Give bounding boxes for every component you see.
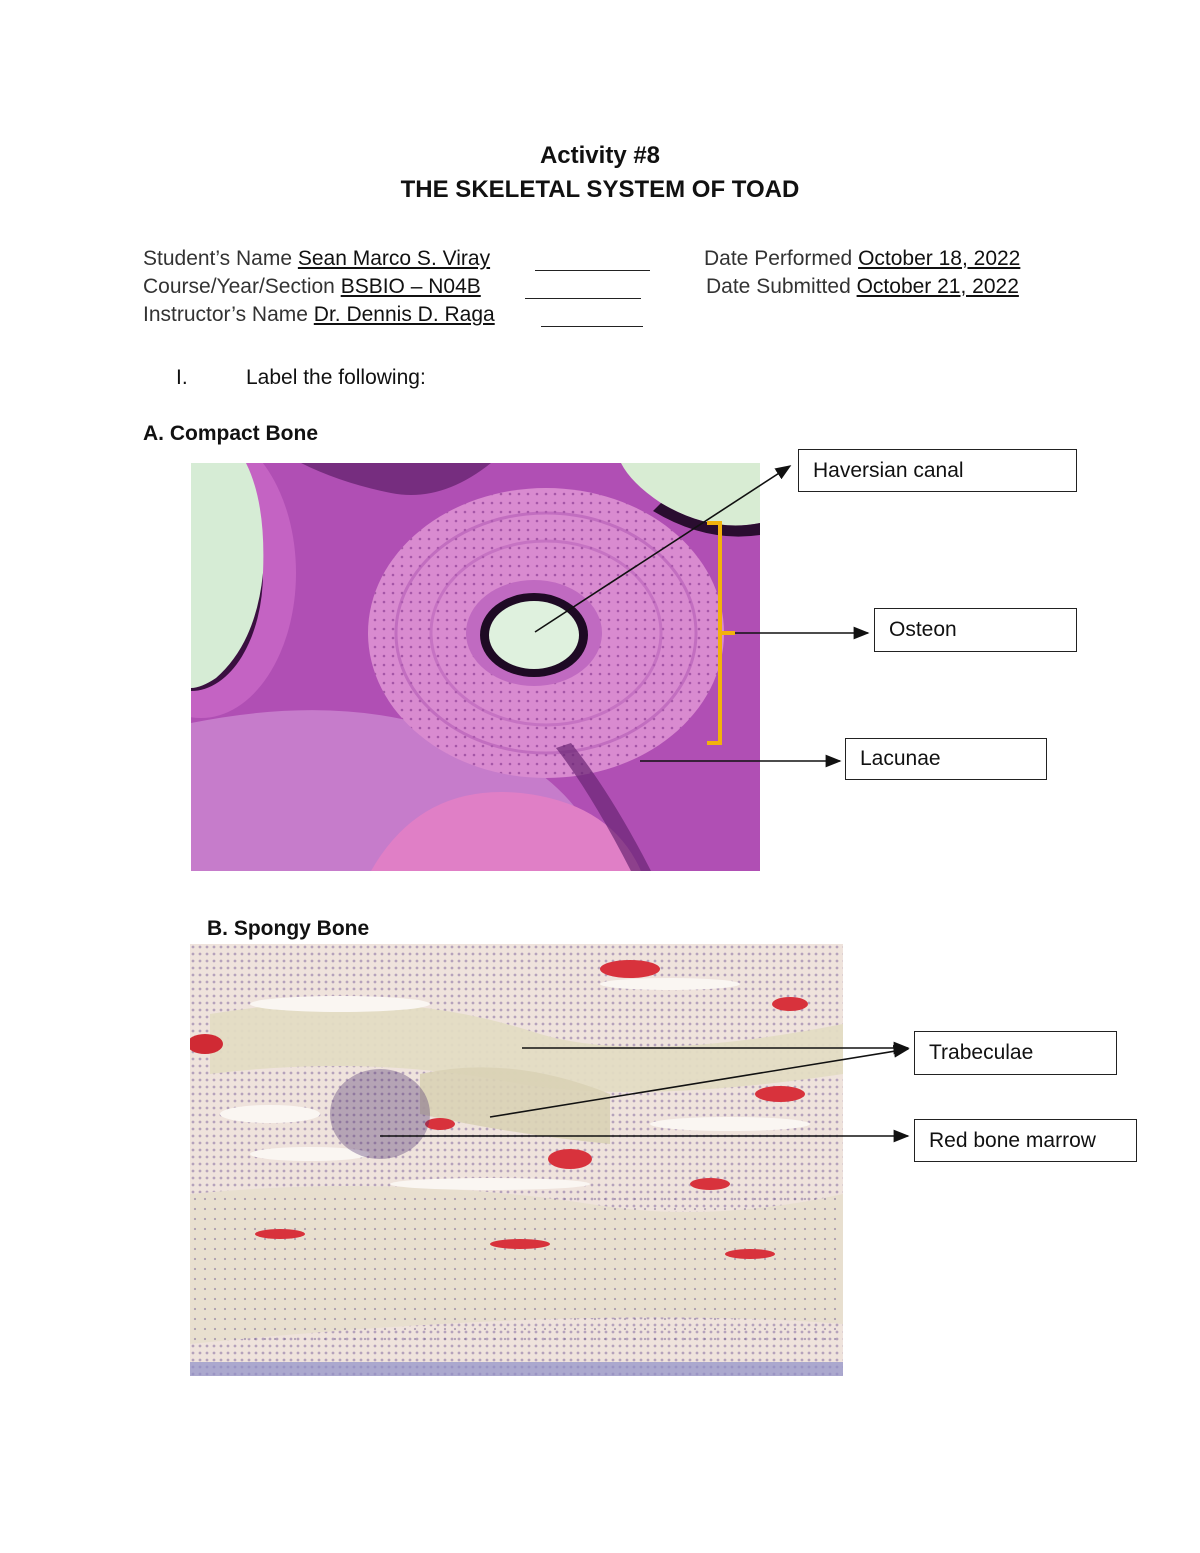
course-value: BSBIO – N04B xyxy=(340,275,481,298)
compact-bone-heading: A. Compact Bone xyxy=(143,422,319,445)
label-lacunae: Lacunae xyxy=(845,738,1047,780)
date-performed-value: October 18, 2022 xyxy=(858,247,1021,270)
label-red-bone-marrow: Red bone marrow xyxy=(914,1119,1137,1162)
student-name-label: Student’s Name xyxy=(143,247,293,270)
trabeculae-pointer-2 xyxy=(490,1049,908,1117)
date-performed-label: Date Performed xyxy=(704,247,853,270)
date-submitted-value: October 21, 2022 xyxy=(856,275,1019,298)
label-osteon: Osteon xyxy=(874,608,1077,652)
section-numeral: I. xyxy=(176,366,188,389)
haversian-pointer xyxy=(535,466,790,632)
document-title: THE SKELETAL SYSTEM OF TOAD xyxy=(400,176,800,203)
student-name-value: Sean Marco S. Viray xyxy=(297,247,491,270)
label-haversian-canal: Haversian canal xyxy=(798,449,1077,492)
spongy-bone-heading: B. Spongy Bone xyxy=(207,917,370,940)
instructor-label: Instructor’s Name xyxy=(143,303,308,326)
course-label: Course/Year/Section xyxy=(143,275,335,298)
date-submitted-label: Date Submitted xyxy=(706,275,851,298)
activity-number: Activity #8 xyxy=(539,142,661,169)
section-instruction-text: Label the following: xyxy=(246,366,426,389)
osteon-bracket xyxy=(707,523,720,743)
instructor-value: Dr. Dennis D. Raga xyxy=(313,303,495,326)
label-trabeculae: Trabeculae xyxy=(914,1031,1117,1075)
